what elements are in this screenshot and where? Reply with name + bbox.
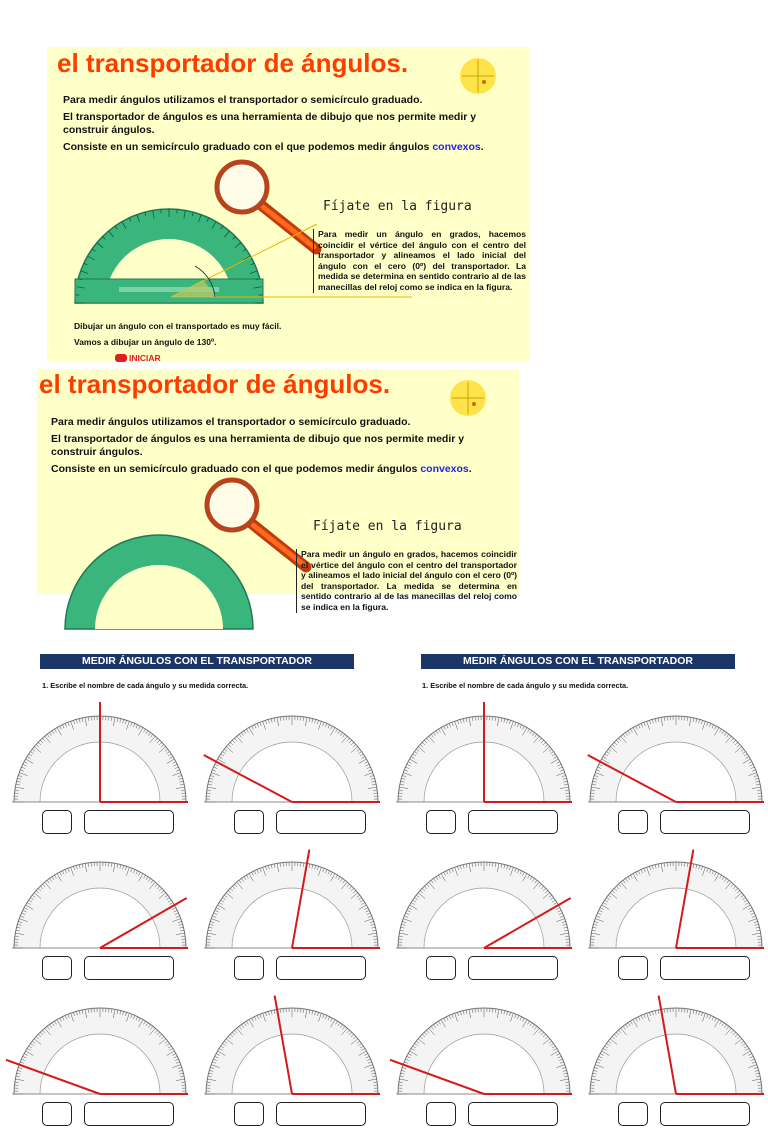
- definition-paragraph: El transportador de ángulos es una herramienta de dibujo que nos permite medir y construir ángulos.: [51, 433, 491, 458]
- protractor-diagram: [392, 696, 576, 808]
- intro-paragraph: Para medir ángulos utilizamos el transportador o semicírculo graduado.: [63, 94, 503, 107]
- angle-measure-input[interactable]: [276, 1102, 366, 1126]
- exercise-1: [392, 696, 576, 836]
- explanation-text: Para medir un ángulo en grados, hacemos coincidir el vértice del ángulo con el centro del transportador y alineamos el lado inicial del ángulo con el cero (0º) del transportador. La medida se determina en sentido contrario al de las manecillas del reloj como se indica en la figura.: [313, 229, 526, 293]
- convex-paragraph: [51, 463, 511, 476]
- protractor-diagram: [8, 696, 192, 808]
- slide-title: el transportador de ángulos.: [39, 369, 390, 400]
- footer-line-2: Vamos a dibujar un ángulo de 130º.: [74, 336, 216, 349]
- protractor-diagram: [584, 696, 768, 808]
- angle-measure-input[interactable]: [276, 810, 366, 834]
- angle-name-input[interactable]: [234, 810, 264, 834]
- protractor-diagram: [8, 842, 192, 954]
- angle-measure-input[interactable]: [84, 1102, 174, 1126]
- definition-paragraph: El transportador de ángulos es una herramienta de dibujo que nos permite medir y construir ángulos.: [63, 111, 503, 136]
- convex-paragraph-text: Consiste en un semicírculo graduado con el que podemos medir ángulos: [51, 463, 420, 475]
- angle-name-input[interactable]: [426, 810, 456, 834]
- worksheet-header: MEDIR ÁNGULOS CON EL TRANSPORTADOR: [421, 654, 735, 669]
- angle-name-input[interactable]: [426, 956, 456, 980]
- angle-measure-input[interactable]: [660, 956, 750, 980]
- protractor-diagram: [584, 988, 768, 1100]
- worksheet-instruction: 1. Escribe el nombre de cada ángulo y su medida correcta.: [422, 681, 628, 690]
- protractor-diagram: [200, 988, 384, 1100]
- convexos-link[interactable]: convexos: [420, 463, 468, 475]
- angle-measure-input[interactable]: [84, 810, 174, 834]
- angle-name-input[interactable]: [618, 1102, 648, 1126]
- angle-name-input[interactable]: [234, 956, 264, 980]
- angle-measure-input[interactable]: [660, 1102, 750, 1126]
- angle-measure-input[interactable]: [84, 956, 174, 980]
- explanation-text: Para medir un ángulo en grados, hacemos coincidir el vértice del ángulo con el centro del transportador y alineamos el lado inicial del ángulo con el cero (0º) del transportador. La medida se determina en sentido contrario al de las manecillas del reloj como se indica en la figura.: [296, 549, 517, 613]
- angle-name-input[interactable]: [42, 1102, 72, 1126]
- angle-name-input[interactable]: [42, 810, 72, 834]
- exercise-2: [584, 696, 768, 836]
- protractor-diagram: [392, 988, 576, 1100]
- exercise-5: [392, 988, 576, 1128]
- intro-paragraph: Para medir ángulos utilizamos el transportador o semicírculo graduado.: [51, 416, 491, 429]
- angle-measure-input[interactable]: [468, 1102, 558, 1126]
- angle-name-input[interactable]: [618, 956, 648, 980]
- angle-measure-input[interactable]: [468, 810, 558, 834]
- exercise-3: [392, 842, 576, 982]
- slide-title: el transportador de ángulos.: [57, 48, 408, 79]
- exercise-1: [8, 696, 192, 836]
- convex-paragraph: [63, 141, 523, 154]
- angle-name-input[interactable]: [426, 1102, 456, 1126]
- start-button-icon: [115, 354, 127, 362]
- slide-1: [47, 47, 529, 362]
- exercise-2: [200, 696, 384, 836]
- footer-line-1: Dibujar un ángulo con el transportado es muy fácil.: [74, 320, 281, 333]
- angle-name-input[interactable]: [42, 956, 72, 980]
- worksheet-instruction: 1. Escribe el nombre de cada ángulo y su medida correcta.: [42, 681, 248, 690]
- angle-measure-input[interactable]: [468, 956, 558, 980]
- protractor-diagram: [200, 842, 384, 954]
- slide-corner-logo-icon: [449, 379, 487, 417]
- angle-measure-input[interactable]: [276, 956, 366, 980]
- slide-2: [37, 369, 519, 594]
- exercise-6: [584, 988, 768, 1128]
- exercise-3: [8, 842, 192, 982]
- angle-name-input[interactable]: [618, 810, 648, 834]
- start-button[interactable]: [115, 353, 161, 363]
- figure-caption: Fíjate en la figura: [313, 519, 462, 534]
- protractor-diagram: [392, 842, 576, 954]
- protractor-diagram: [8, 988, 192, 1100]
- protractor-diagram: [200, 696, 384, 808]
- start-button-label: INICIAR: [129, 353, 161, 363]
- slide-corner-logo-icon: [459, 57, 497, 95]
- protractor-diagram: [584, 842, 768, 954]
- exercise-4: [200, 842, 384, 982]
- exercise-6: [200, 988, 384, 1128]
- convex-paragraph-period: .: [469, 463, 472, 475]
- worksheet-header: MEDIR ÁNGULOS CON EL TRANSPORTADOR: [40, 654, 354, 669]
- convex-paragraph-text: Consiste en un semicírculo graduado con el que podemos medir ángulos: [63, 141, 432, 153]
- worksheet-right: [384, 644, 768, 1024]
- angle-name-input[interactable]: [234, 1102, 264, 1126]
- protractor-illustration: [59, 521, 259, 636]
- worksheet-left: [0, 644, 384, 1024]
- convex-paragraph-period: .: [481, 141, 484, 153]
- angle-measure-input[interactable]: [660, 810, 750, 834]
- exercise-5: [8, 988, 192, 1128]
- convexos-link[interactable]: convexos: [432, 141, 480, 153]
- figure-caption: Fíjate en la figura: [323, 199, 472, 214]
- exercise-4: [584, 842, 768, 982]
